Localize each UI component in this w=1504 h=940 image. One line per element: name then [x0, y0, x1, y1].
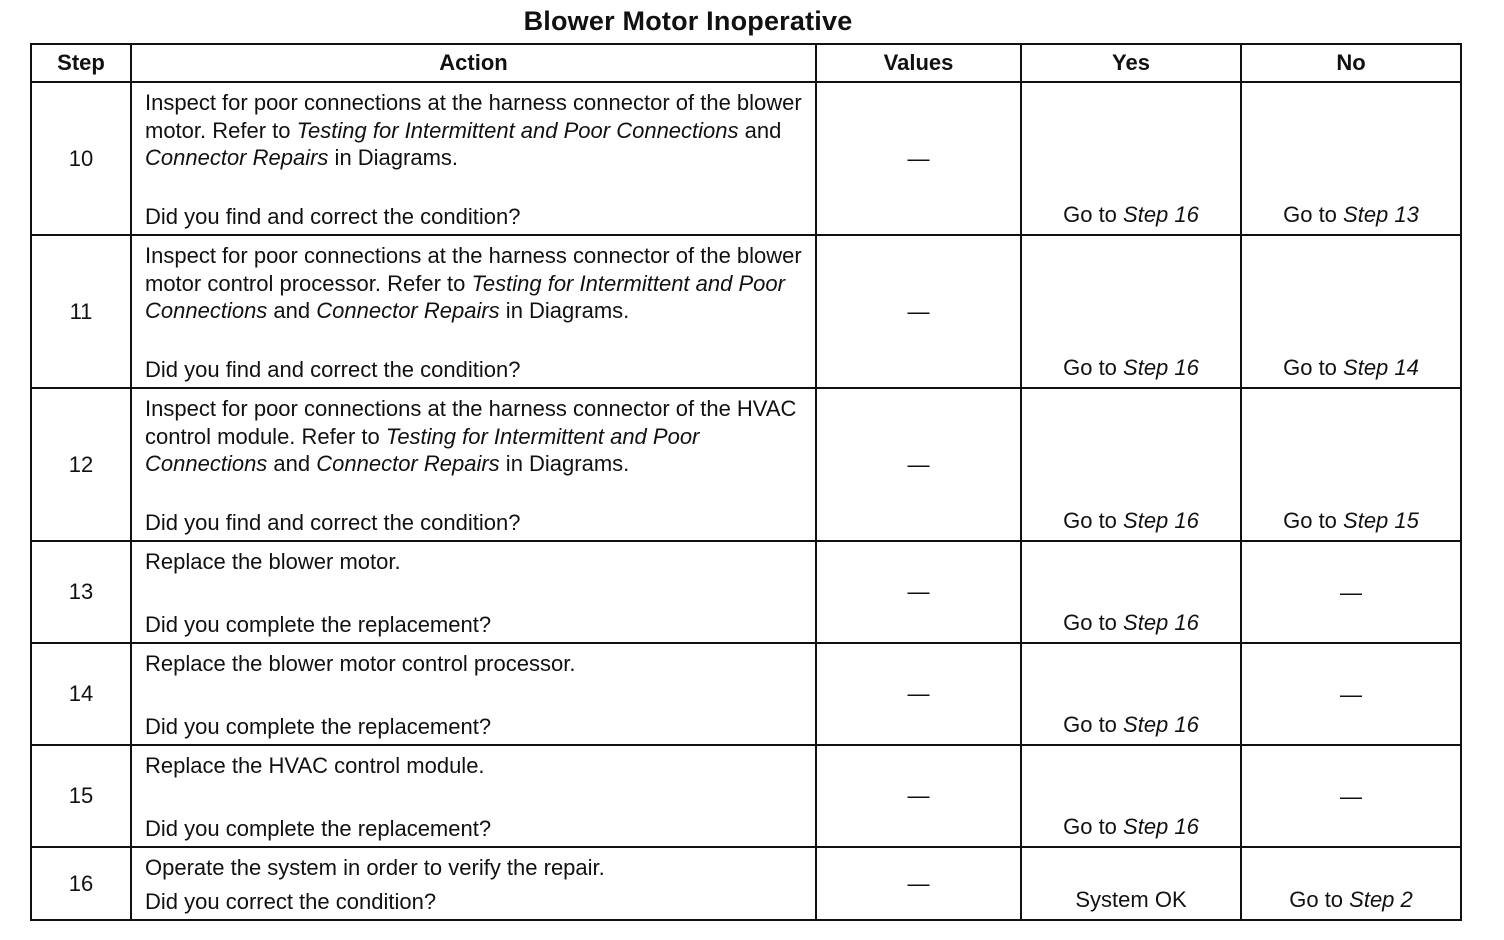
action-run: and	[267, 451, 317, 476]
action-text	[145, 854, 805, 882]
action-question: Did you complete the replacement?	[145, 815, 492, 841]
table-row	[31, 643, 1461, 745]
cross-reference: Testing for Intermittent and Poor Connections	[145, 423, 700, 476]
action-run: Inspect for poor connections at the harness connector of the blower motor control processor. Refer to	[145, 243, 802, 296]
no-step-link: Step 13	[1343, 201, 1419, 227]
step-number: 14	[31, 643, 131, 745]
action-cell	[131, 643, 816, 745]
no-prefix: Go to	[1283, 354, 1344, 380]
step-number: 12	[31, 388, 131, 541]
yes-prefix: Go to	[1063, 507, 1124, 533]
table-row	[31, 541, 1461, 643]
action-text	[145, 242, 805, 325]
step-number: 15	[31, 745, 131, 847]
yes-step-link: Step 16	[1123, 609, 1199, 635]
yes-cell	[1021, 643, 1241, 745]
cross-reference: Testing for Intermittent and Poor Connections	[145, 270, 785, 323]
yes-cell	[1021, 235, 1241, 388]
yes-prefix: Go to	[1063, 711, 1124, 737]
yes-cell	[1021, 388, 1241, 541]
values-cell: —	[816, 541, 1021, 643]
yes-prefix: Go to	[1063, 813, 1124, 839]
action-text	[145, 752, 805, 780]
values-cell: —	[816, 745, 1021, 847]
action-run: and	[738, 117, 782, 143]
action-run: in Diagrams.	[499, 298, 630, 323]
action-run: Inspect for poor connections at the harness connector of the HVAC control module. Refer to	[145, 396, 797, 449]
action-run: Inspect for poor connections at the harness connector of the blower motor. Refer to	[145, 90, 802, 143]
action-text	[145, 89, 805, 172]
header-step: Step	[31, 44, 131, 82]
cross-reference: Connector Repairs	[145, 145, 329, 170]
action-question: Did you find and correct the condition?	[145, 509, 521, 535]
table-row	[31, 388, 1461, 541]
action-text	[145, 395, 805, 478]
yes-step-link: Step 16	[1123, 354, 1199, 380]
no-prefix: Go to	[1283, 507, 1344, 533]
action-cell	[131, 541, 816, 643]
header-values: Values	[816, 44, 1021, 82]
cross-reference: Connector Repairs	[316, 451, 500, 476]
action-cell	[131, 388, 816, 541]
step-number: 16	[31, 847, 131, 920]
no-cell	[1241, 82, 1461, 235]
no-prefix: Go to	[1289, 886, 1350, 912]
values-cell: —	[816, 82, 1021, 235]
table-row	[31, 235, 1461, 388]
step-number: 11	[31, 235, 131, 388]
yes-step-link: Step 16	[1123, 813, 1199, 839]
action-run: in Diagrams.	[328, 145, 459, 170]
action-question: Did you find and correct the condition?	[145, 356, 521, 382]
header-yes: Yes	[1021, 44, 1241, 82]
yes-cell: System OK	[1021, 847, 1241, 920]
action-question: Did you correct the condition?	[145, 888, 437, 914]
no-step-link: Step 14	[1343, 354, 1419, 380]
yes-step-link: Step 16	[1123, 711, 1199, 737]
table-row	[31, 82, 1461, 235]
table-row	[31, 847, 1461, 920]
yes-prefix: Go to	[1063, 201, 1124, 227]
action-cell	[131, 82, 816, 235]
diagnostic-table	[30, 43, 1462, 921]
action-text	[145, 650, 805, 678]
no-cell: —	[1241, 745, 1461, 847]
no-cell: —	[1241, 643, 1461, 745]
header-action: Action	[131, 44, 816, 82]
action-run: Replace the blower motor control processor.	[145, 651, 576, 676]
action-cell	[131, 235, 816, 388]
action-cell	[131, 745, 816, 847]
page-title: Blower Motor Inoperative	[523, 6, 853, 36]
step-number: 13	[31, 541, 131, 643]
header-row	[31, 44, 1461, 82]
action-question: Did you complete the replacement?	[145, 713, 492, 739]
no-step-link: Step 15	[1343, 507, 1419, 533]
action-text	[145, 548, 805, 576]
yes-cell	[1021, 745, 1241, 847]
yes-step-link: Step 16	[1123, 507, 1199, 533]
action-run: Replace the blower motor.	[145, 549, 401, 574]
no-cell	[1241, 847, 1461, 920]
cross-reference: Testing for Intermittent and Poor Connections	[296, 117, 739, 143]
yes-step-link: Step 16	[1123, 201, 1199, 227]
no-cell	[1241, 388, 1461, 541]
yes-prefix: Go to	[1063, 354, 1124, 380]
values-cell: —	[816, 235, 1021, 388]
yes-cell	[1021, 541, 1241, 643]
table-row	[31, 745, 1461, 847]
header-no: No	[1241, 44, 1461, 82]
no-cell: —	[1241, 541, 1461, 643]
action-run: in Diagrams.	[499, 451, 630, 476]
cross-reference: Connector Repairs	[316, 298, 500, 323]
no-prefix: Go to	[1283, 201, 1344, 227]
yes-cell	[1021, 82, 1241, 235]
values-cell: —	[816, 388, 1021, 541]
values-cell: —	[816, 643, 1021, 745]
action-cell	[131, 847, 816, 920]
action-question: Did you find and correct the condition?	[145, 203, 521, 229]
yes-prefix: Go to	[1063, 609, 1124, 635]
no-cell	[1241, 235, 1461, 388]
action-question: Did you complete the replacement?	[145, 611, 492, 637]
step-number: 10	[31, 82, 131, 235]
no-step-link: Step 2	[1349, 886, 1413, 912]
values-cell: —	[816, 847, 1021, 920]
action-run: Replace the HVAC control module.	[145, 753, 485, 778]
action-run: Operate the system in order to verify the repair.	[145, 855, 605, 880]
action-run: and	[267, 298, 317, 323]
